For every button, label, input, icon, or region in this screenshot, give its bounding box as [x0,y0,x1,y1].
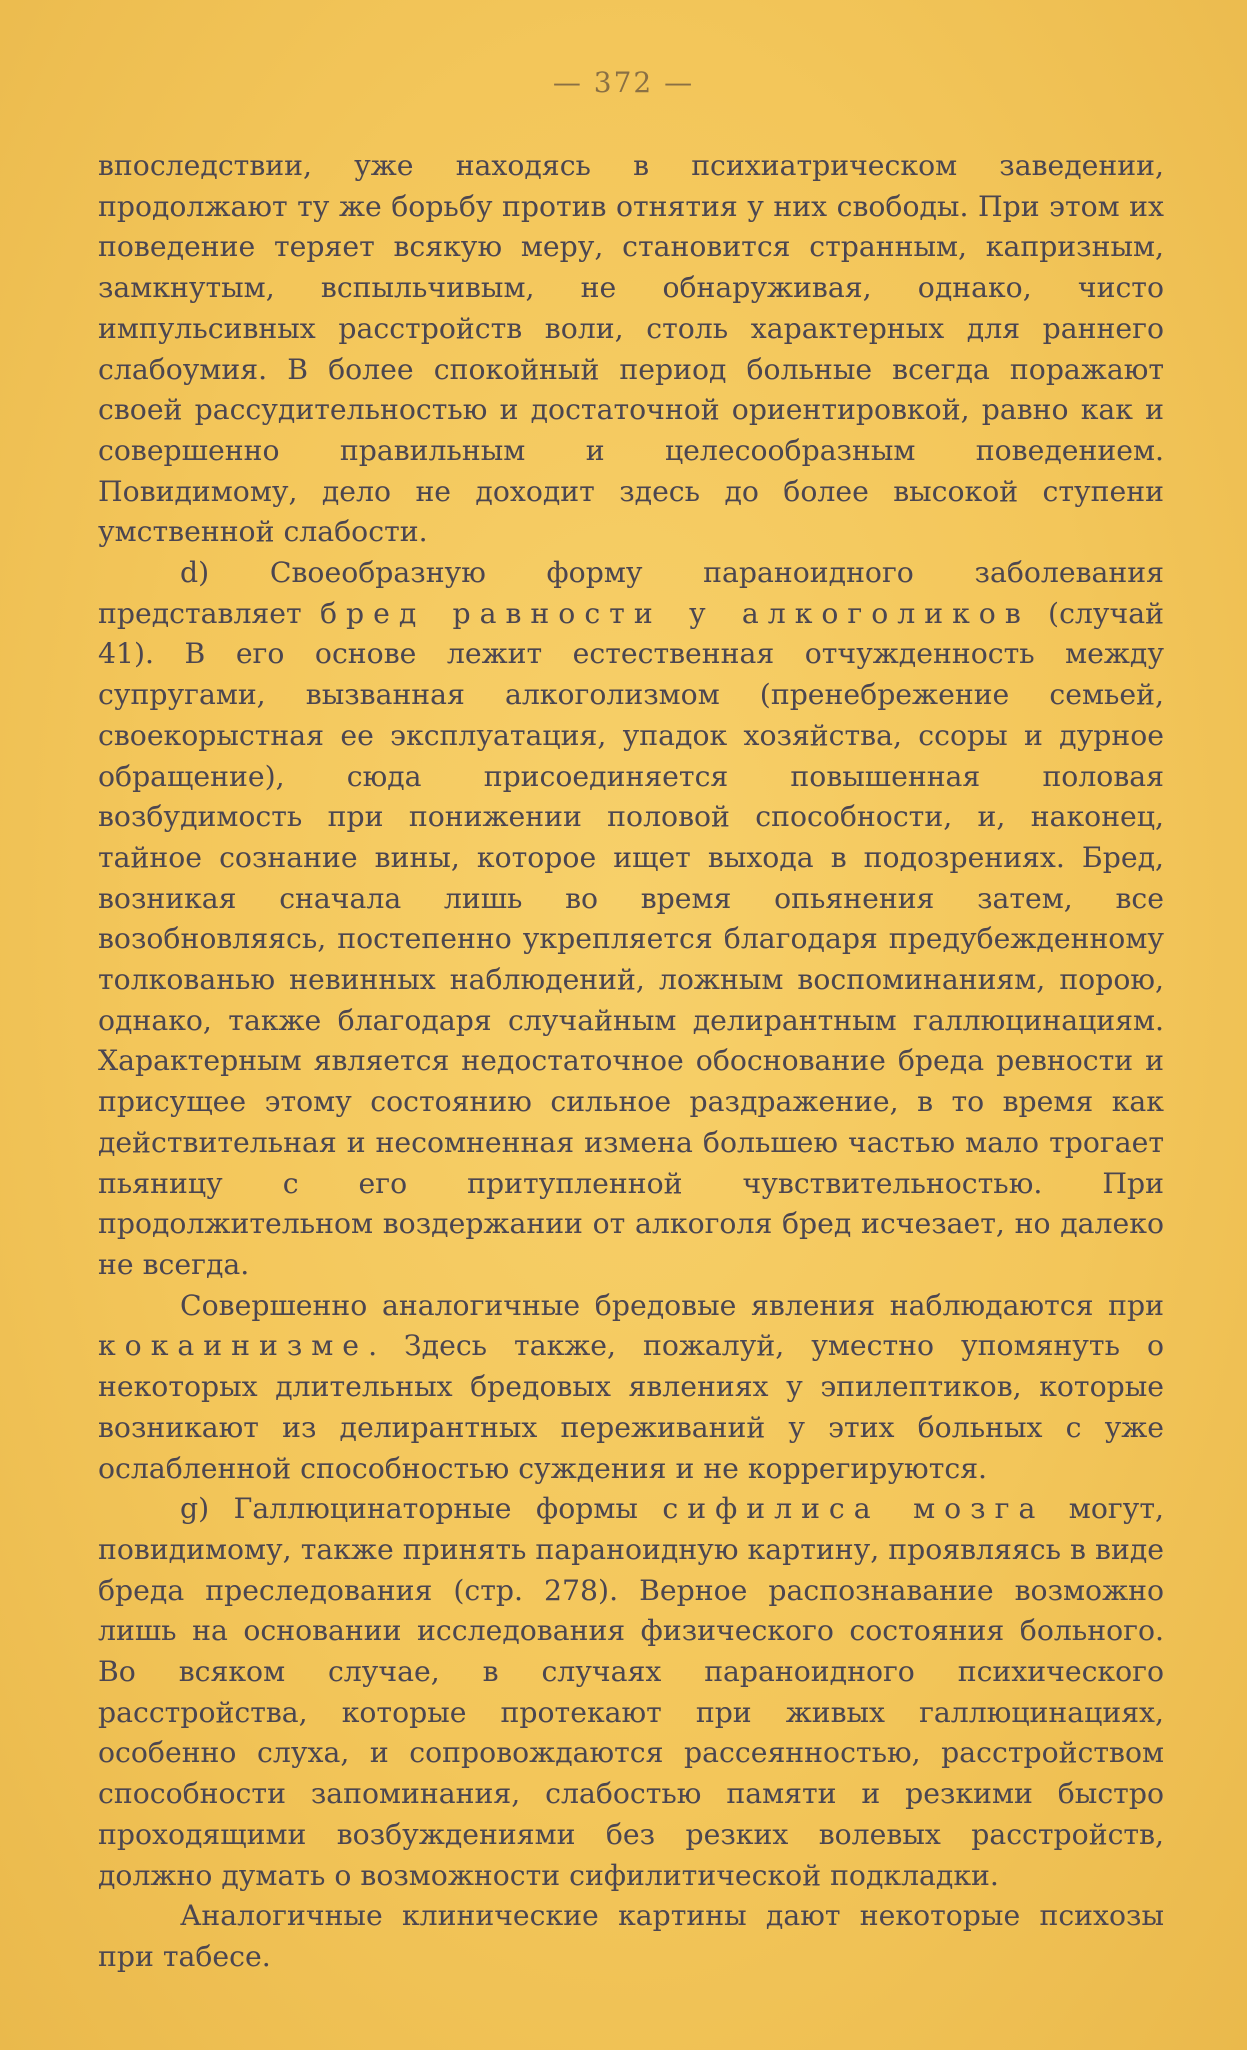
paragraph [98,1286,1164,1490]
paragraph-text: могут, повидимому, также принять параноидную картину, проявляясь в виде бреда преследования (стр. 278). Верное распознавание возможно лишь на основании исследования физического состояния больного. Во всяком случае, в случаях параноидного психического расстройства, которые протекают при живых галлюцинациях, особенно слуха, и сопровождаются рассеянностью, расстройством способности запоминания, слабостью памяти и резкими быстро проходящими возбуждениями без резких волевых расстройств, должно думать о возможности сифилитической подкладки. [98,1492,1164,1892]
body-text [98,146,1164,1978]
paragraph-text: (случай 41). В его основе лежит естественная отчужденность между супругами, вызванная алкоголизмом (пренебрежение семьей, своекорыстная ее эксплуатация, упадок хозяйства, ссоры и дурное обращение), сюда присоединяется повышенная половая возбудимость при понижении половой способности, и, наконец, тайное сознание вины, которое ищет выхода в подозрениях. Бред, возникая сначала лишь во время опьянения затем, все возобновляясь, постепенно укрепляется благодаря предубежденному толкованью невинных наблюдений, ложным воспоминаниям, порою, однако, также благодаря случайным делирантным галлюцинациям. Характерным является недостаточное обоснование бреда ревности и присущее этому состоянию сильное раздражение, в то время как действительная и несомненная измена большею частью мало трогает пьяницу с его притупленной чувствительностью. При продолжительном воздержании от алкоголя бред исчезает, но далеко не всегда. [98,596,1164,1281]
paragraph-text: d) Своеобразную форму параноидного заболевания представляет [98,556,1164,630]
paragraph [98,146,1164,553]
emphasized-term: сифилиса мозга [662,1492,1045,1526]
paragraph [98,553,1164,1286]
paragraph-text: . Здесь также, пожалуй, уместно упомянуть о некоторых длительных бредовых явлениях у эпилептиков, которые возникают из делирантных переживаний у этих больных с уже ослабленной способностью суждения и не коррегируются. [98,1329,1164,1485]
paragraph-text: впоследствии, уже находясь в психиатрическом заведении, продолжают ту же борьбу против отнятия у них свободы. При этом их поведение теряет всякую меру, становится странным, капризным, замкнутым, вспыльчивым, не обнаруживая, однако, чисто импульсивных расстройств воли, столь характерных для раннего слабоумия. В более спокойный период больные всегда поражают своей рассудительностью и достаточной ориентировкой, равно как и совершенно правильным и целесообразным поведением. Повидимому, дело не доходит здесь до более высокой ступени умственной слабости. [98,149,1164,549]
paragraph-text: g) Галлюцинаторные формы [180,1492,663,1526]
paragraph [98,1896,1164,1977]
emphasized-term: бред равности у алкоголиков [319,596,1030,630]
paragraph-text: Аналогичные клинические картины дают некоторые психозы при табесе. [98,1899,1164,1973]
paragraph [98,1489,1164,1896]
emphasized-term: кокаинизме [98,1329,369,1363]
paragraph-text: Совершенно аналогичные бредовые явления наблюдаются при [180,1288,1164,1322]
page-number: — 372 — [552,66,695,99]
